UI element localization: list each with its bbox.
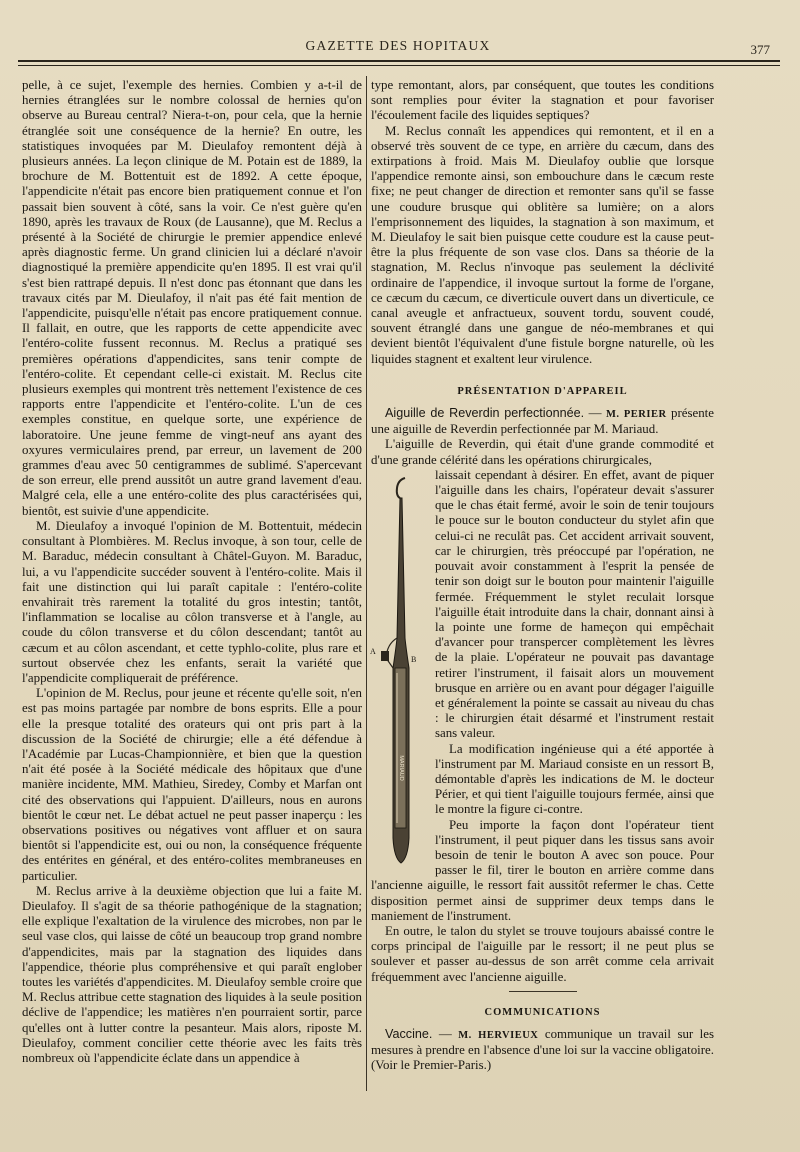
item-reverdin-intro [371, 406, 714, 437]
right-paragraph-2: M. Reclus connaît les appendices qui remontent, et il en a observé très souvent de ce type, en arrière du cæcum, dans des extirpations à froid. Mais M. Dieulafoy oublie que lorsque l'appendice remonte ainsi, son embouchure dans le cæcum reste fixe; ne peut changer de direction et remonter sans qu'il se fasse une coudure brusque qui oblitère sa lumière; on a alors l'emprisonnement des liquides, la stagnation à son maximum, et M. Dieulafoy le sait bien puisque cette coudure est la cause peut-être la plus fréquente de son vase clos. Dans sa théorie de la stagnation, M. Reclus n'invoque pas seulement la déclivité ordinaire de l'appendice, il invoque surtout la forme de l'organe, ce cæcum du cæcum, ce diverticule ouvert dans un diverticule, ce canal aveugle et anfractueux, souvent tordu, souvent coudé, souvent étranglé dans une gangue de néo-membranes et qui devient bientôt l'équivalent d'une fistule borgne naturelle, où les liquides stagnent et exaltent leur virulence. [371, 123, 714, 366]
left-paragraph-2: M. Dieulafoy a invoqué l'opinion de M. Bottentuit, médecin consultant à Plombières. M. Reclus invoque, à son tour, celle de M. Baraduc, médecin consultant à Châtel-Guyon. M. Baraduc, lui, a vu l'appendicite succéder souvent à l'entéro-colite. Mais il fait une distinction qui lui paraît capitale : l'entéro-colite envahirait très rarement la totalité du gros intestin; tantôt, l'inflammation se localise au côlon transverse et à l'angle, au coude du côlon transverse et du côlon descendant; tantôt au cæcum et au côlon ascendant, et cette typhlo-colite, plus rare et surtout observée chez les enfants, serait la variété que l'appendicite compliquerait de préférence. [22, 518, 362, 685]
right-paragraph-3-lead: L'aiguille de Reverdin, qui était d'une grande commodité et d'une grande célérité dans les opérations chirurgicales, [371, 437, 714, 467]
reverdin-needle-figure [367, 468, 429, 878]
running-title: GAZETTE DES HOPITAUX [305, 38, 491, 53]
left-paragraph-4: M. Reclus arrive à la deuxième objection que lui a faite M. Dieulafoy. Il s'agit de sa théorie pathogénique de la stagnation; elle explique l'exaltation de la virulence des microbes, non par le seul vase clos, qui laisse de côté un beaucoup trop grand nombre d'appendicites, mais par la stagnation des liquides dans l'appendice, théorie plus compréhensive et qui paraît englober toutes les variétés d'appendicites. M. Dieulafoy semble croire que M. Reclus attribue cette stagnation des liquides à la seule position déclive de l'appendice; les matières n'en pourraient sortir, parce qu'elles ont à lutter contre la pesanteur. Mais alors, riposte M. Dieulafoy, comment concilier cette théorie avec les faits très nombreux où l'appendicite éclate dans un appendice à [22, 883, 362, 1065]
needle-illustration-icon [367, 468, 429, 878]
needle-hook-icon [397, 478, 405, 498]
right-paragraph-6: En outre, le talon du stylet se trouve toujours abaissé contre le corps principal de l'aiguille par le ressort; il ne peut plus se soulever et passer au-dessus de son arrêt comme cela arrivait fréquemment avec l'ancienne aiguille. [371, 923, 714, 984]
section-heading-presentation: PRÉSENTATION D'APPAREIL [457, 385, 628, 397]
header-rule-thin [18, 65, 780, 66]
item-vaccine [371, 1027, 714, 1074]
right-paragraph-1: type remontant, alors, par conséquent, que toutes les conditions sont remplies pour éviter la stagnation et pour favoriser l'écoulement facile des liquides septiques? [371, 78, 714, 123]
item-vaccine-text: communique un travail sur les mesures à prendre en l'absence d'une loi sur la vaccine obligatoire. (Voir le Premier-Paris.) [371, 1026, 714, 1073]
item-vaccine-title: Vaccine. [385, 1026, 433, 1041]
item-vaccine-dash: — [432, 1026, 459, 1041]
handle-engraving: MARIAUD [398, 755, 404, 781]
header-rule-thick [18, 60, 780, 62]
button-a-icon [381, 651, 389, 661]
page-header [18, 28, 778, 62]
item-vaccine-author: M. HERVIEUX [458, 1029, 539, 1041]
left-paragraph-1: pelle, à ce sujet, l'exemple des hernies. Combien y a-t-il de hernies étranglées sur le nombre colossal de hernies qu'on observe au Bureau central? Niera-t-on, pour cela, que la hernie étranglée soit une conséquence de la hernie? En outre, les statistiques invoquées par M. Dieulafoy remontent déjà à plusieurs années. La leçon clinique de M. Potain est de 1889, la brochure de M. Bottentuit est de 1892. A cette époque, l'appendicite n'était pas encore bien pratiquement connue et l'on passait bien souvent à côté, sans la voir. Ce n'est guère qu'en 1890, après les travaux de Roux (de Lausanne), que M. Reclus a présenté à la Société de chirurgie le premier appendice enlevé après diagnostic ferme. Un grand clinicien lui a déclaré n'avoir diagnostiqué la première appendicite qu'en 1895. Il est vrai qu'il s'est bien rattrapé depuis. Il n'est donc pas étonnant que dans les travaux cités par M. Dieulafoy, il n'ait pas été fait mention de l'appendicite, puisqu'elle n'était pas encore pratiquement connue. Il fallait, en outre, que les rapports de cette appendicite avec l'entéro-colite fussent reconnus. M. Reclus a pratiqué ses premières opérations d'appendicites, sans tenir compte de l'entéro-colite. Et cependant celle-ci existait. M. Reclus cite plusieurs exemples qui montrent très nettement l'existence de ces rapports entre l'appendicite et l'entéro-colite. L'un de ces exemples constitue, en quelque sorte, une expérience de laboratoire. Une jeune femme de vingt-neuf ans ayant des oxyures vermiculaires prend, par erreur, un lavement de 200 grammes d'eau avec 50 centigrammes de sublimé. S'apercevant de son erreur, elle prend aussitôt un autre grand lavement d'eau. Malgré cela, elle a une entéro-colite des plus caractérisées qui, bientôt, est suivie d'une appendicite. [22, 78, 362, 518]
section-rule [509, 991, 577, 992]
right-paragraph-3-figure: laissait cependant à désirer. En effet, avant de piquer l'aiguille dans les chairs, l'opérateur devait s'assurer que le chas était fermé, avoir le soin de tenir toujours le pouce sur le bouton conducteur du stylet afin que celui-ci ne reculât pas. Cet accident arrivait souvent, car le chirurgien, très préoccupé par l'opération, ne pouvait avoir constamment à l'esprit la pensée de tenir son doigt sur le bouton pour maintenir l'aiguille fermée. Fréquemment le stylet reculait lorsque l'aiguille était introduite dans la chair, donnant ainsi à la pointe une forme de hameçon qui empêchait d'avancer pour transpercer complètement les lèvres de la plaie. L'opérateur ne pouvait pas davantage retirer l'instrument, il faisait alors un mouvement brusque en arrière ou en avant pour dégager l'aiguille et généralement la pointe se cassait au niveau du chas : le chirurgien était désarmé et l'instrument restait sans valeur. [435, 467, 714, 741]
figure-label-a: A [370, 646, 376, 656]
right-paragraph-4: La modification ingénieuse qui a été apportée à l'instrument par M. Mariaud consiste en un ressort B, démontable d'après les indications de M. le docteur Périer, et qui tient l'aiguille toujours fermée, ainsi que le montre la figure ci-contre. [435, 741, 714, 817]
right-column [371, 78, 714, 1074]
page-number: 377 [750, 42, 770, 57]
right-paragraph-5: Peu importe la façon dont l'opérateur tient l'instrument, il peut piquer dans les tissus sans avoir besoin de tenir le bouton A avec son pouce. Pour passer le fil, tirer le bouton en arrière comme dans l'ancienne aiguille, le ressort fait aussitôt refermer le chas. Cette disposition permet ainsi de supprimer deux temps dans le maniement de l'instrument. [371, 817, 714, 923]
item-reverdin-title: Aiguille de Reverdin perfectionnée. [385, 406, 585, 421]
left-paragraph-3: L'opinion de M. Reclus, pour jeune et récente qu'elle soit, n'en est pas moins partagée par nombre de bons esprits. Elle a pour elle la presque totalité des orateurs qui ont pris part à la discussion de la Société de chirurgie; elle a été défendue à l'Académie par Lucas-Championnière, et bien que la question n'ait été posée à la Société médicale des hôpitaux que d'une manière incidente, MM. Mathieu, Siredey, Comby et Marfan ont cité des observations qui l'appuient. D'ailleurs, nous en aurons bientôt le cœur net. Le débat actuel ne peut passer inaperçu : les observations positives ou négatives vont affluer et on saura bientôt si l'appendicite est, oui ou non, la conséquence fréquente des entérites en général, et des entéro-colites membraneuses en particulier. [22, 686, 362, 883]
item-reverdin-text: présente une aiguille de Reverdin perfectionnée par M. Mariaud. [371, 406, 714, 437]
left-column [22, 78, 362, 1066]
item-reverdin-author: M. PERIER [605, 409, 667, 421]
section-heading-communications: COMMUNICATIONS [484, 1006, 601, 1018]
item-reverdin-dash: — [584, 406, 606, 421]
figure-label-b: B [411, 654, 417, 664]
